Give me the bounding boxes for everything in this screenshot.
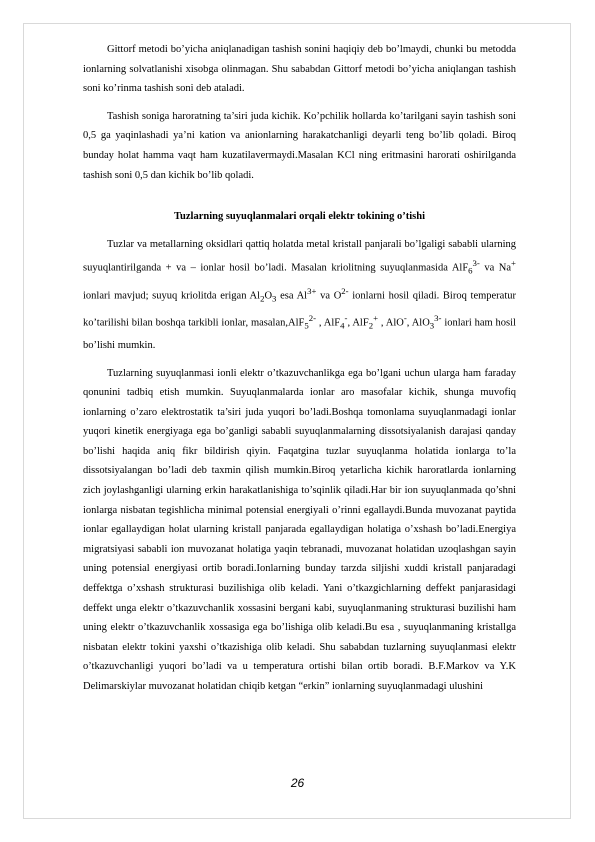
paragraph-salts-melts: Tuzlar va metallarning oksidlari qattiq holatda metal kristall panjarali bo’lgaligi sababli ularning suyuqlantirilganda + va – ionlar hosil bo’ladi. Masalan kriolitning suyuqlanmasida AlF$_6^{3-}$ va Na+ ionlari mavjud; suyuq kriolitda erigan $Al_2O_3$ esa $Al^{3+}$ va $O^{2-}$ ionlarni hosil qiladi. Biroq temperatur ko’tarilishi bilan boshqa tarkibli ionlar, masalan,AlF$_5^{2-}$ , AlF$_4$-, AlF$_2$+ , AlO-, AlO$_3^{3-}$ ionlari ham hosil bo’lishi mumkin.	[83, 238, 517, 351]
page-number: 26	[290, 776, 305, 790]
paragraph-temperature-effect: Tashish soniga haroratning ta’siri juda kichik. Ko’pchilik hollarda ko’tarilgani sayin tashish soni 0,5 ga yaqinlashadi ya’ni kation va anionlarning harakatchanligi deyarli teng bo’lib qoladi. Biroq bunday holat hamma vaqt ham kuzatilavermaydi.Masalan KCl ning eritmasini harorati oshirilganda tashish soni 0,5 dan kichik bo’lib qoladi.	[83, 110, 516, 181]
document-body	[83, 40, 516, 697]
section-heading: Tuzlarning suyuqlanmalari orqali elektr tokining o’tishi	[174, 211, 425, 223]
paragraph-ionic-conductivity: Tuzlarning suyuqlanmasi ionli elektr o’tkazuvchanlikga ega bo’lgani uchun ularga ham faraday qonunini tadbiq etish mumkin. Suyuqlanmalarda ionlar aro masofalar kichik, shunga muvofiq ionlarning o’zaro elektrostatik ta’siri juda yuqori bo’ladi.Boshqa tomonlama suyuqlanmadagi ionlar yuqori kinetik energiyaga ega bo’ganligi sababli suyuqlanmalarning dissotsiyalanish darajasi qanday bo’lishi haqida aniq fikr bildirish qiyin. Faqatgina tuzlar suyuqlanma holatida ionlarga to’la dissotsiyalangan bo’ladi deb taxmin qilish mumkin.Biroq yetarlicha kichik haroratlarda ionlarning zich joylashganligi ularning erkin harakatlanishiga to’sqinlik qiladi.Har bir ion suyuqlanmada qo’shni ionlarga nisbatan tegishlicha minimal potensial energiyali o’rinni egallaydi.Bunda muvozanat paytida ionlar egallaydigan holat ularning kristall panjarada egallaydigan holatiga o’xshash bo’ladi.Energiya migratsiyasi sababli ion muvozanat holatiga yaqin tebranadi, muvozanat holatidan uzoqlashgan sayin uning potensial energiyasi ortib boradi.Ionlarning bunday tarzda siljishi xuddi kristall panjaradagi deffektga o’xshash strukturasi buzilishiga olib keladi. Yani o’tkazgichlarning deffekt panjarasidagi deffekt unga elektr o’tkazuvchanlik xossasini bergani kabi, suyuqlanmaning strukturasi buzilishi ham uning elektr o’tkazuvchanlik xossasiga ega bo’lishiga olib keladi.Bu esa , suyuqlanmaning kristallga nisbatan elektr tokini yaxshi o’tkazishiga olib keladi. Shu sababdan tuzlarning suyuqlanmasi elektr o’tkazuvchanligi yuqori bo’ladi va u temperatura ortishi bilan ortib boradi. B.F.Markov va Y.K Delimarskiylar muvozanat holatidan chiqib ketgan “erkin” ionlarning suyuqlanmadagi ulushini	[83, 367, 516, 692]
paragraph-gittorf-method: Gittorf metodi bo’yicha aniqlanadigan tashish sonini haqiqiy deb bo’lmaydi, chunki bu metodda ionlarning solvatlanishi xisobga olinmagan. Shu sababdan Gittorf metodi bo’yicha aniqlangan tashish soni ko’rinma tashish soni deb ataladi.	[83, 44, 516, 95]
